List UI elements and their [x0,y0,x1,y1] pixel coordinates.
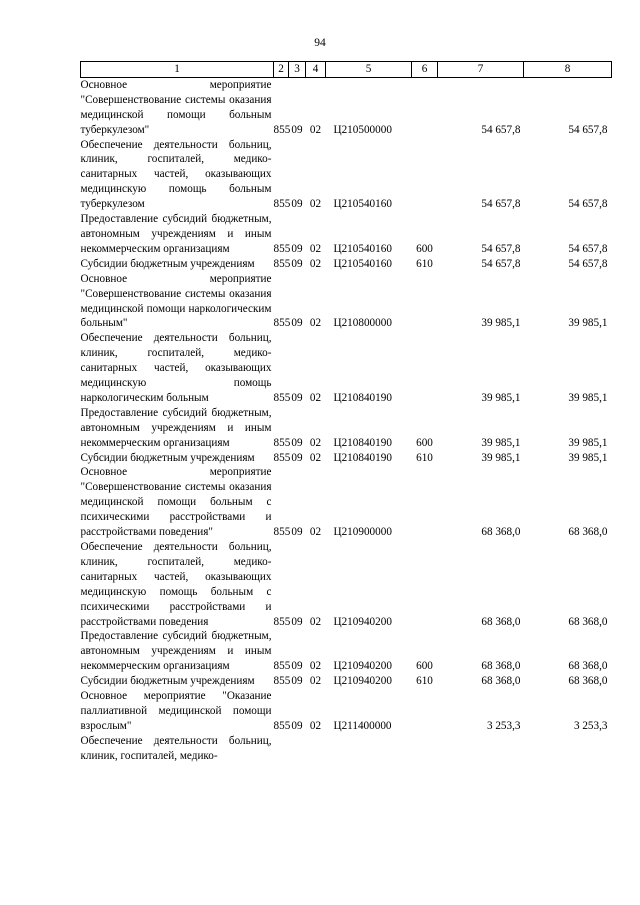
row-amount-col8: 39 985,1 [568,436,608,449]
row-admin-code: 855 [273,123,291,136]
row-amount-col8: 3 253,3 [573,719,608,732]
row-amount-col8: 54 657,8 [568,123,608,136]
row-section: 09 [291,317,303,330]
row-amount-col7: 54 657,8 [481,123,521,136]
row-amount-col7: 54 657,8 [481,198,521,211]
table-header-row [81,62,612,78]
header-col-3: 3 [289,62,306,78]
row-section: 09 [291,123,303,136]
row-section: 09 [291,198,303,211]
table-row [81,406,612,451]
row-expense-type [412,272,438,332]
table-row [81,540,612,629]
budget-table [80,61,612,764]
row-section: 09 [291,257,303,270]
row-expense-type [412,689,438,734]
row-subsection: 02 [309,257,322,270]
row-name: Основное мероприятие "Совершенствование системы оказания медицинской помощи больным туберкулезом" [80,78,272,136]
row-name: Обеспечение деятельности больниц, клиник, госпиталей, медико-санитарных частей, оказывающих медицинскую помощь больным туберкулезом [80,138,272,211]
row-subsection: 02 [309,123,322,136]
row-amount-col8: 54 657,8 [568,198,608,211]
row-amount-col7: 39 985,1 [481,436,521,449]
row-name: Предоставление субсидий бюджетным, автономным учреждениям и иным некоммерческим организациям [80,213,272,255]
row-amount-col8: 39 985,1 [568,451,608,464]
row-subsection: 02 [309,526,322,539]
row-expense-type: 600 [416,242,433,255]
row-target-article: Ц210840190 [333,391,392,404]
row-expense-type [412,465,438,540]
row-subsection: 02 [309,451,322,464]
row-amount-col8: 68 368,0 [568,675,608,688]
row-admin-code: 855 [273,242,291,255]
row-amount-col8: 54 657,8 [568,242,608,255]
row-name: Основное мероприятие "Совершенствование системы оказания медицинской помощи больным с психическими расстройствами и расстройствами поведения" [80,466,272,539]
row-target-article: Ц210540160 [333,242,392,255]
row-amount-col8: 54 657,8 [568,257,608,270]
row-name: Обеспечение деятельности больниц, клиник, госпиталей, медико- [80,734,272,762]
row-amount-col8: 39 985,1 [568,317,608,330]
row-subsection: 02 [309,317,322,330]
row-amount-col8: 68 368,0 [568,660,608,673]
row-target-article: Ц210540160 [333,198,392,211]
table-row [81,465,612,540]
table-row [81,629,612,674]
row-target-article: Ц210540160 [333,257,392,270]
row-name: Основное мероприятие "Совершенствование системы оказания медицинской помощи наркологическим больным" [80,272,272,330]
row-admin-code: 855 [273,675,291,688]
row-amount-col7: 39 985,1 [481,317,521,330]
row-name: Субсидии бюджетным учреждениям [80,675,255,688]
row-name: Предоставление субсидий бюджетным, автономным учреждениям и иным некоммерческим организациям [80,406,272,449]
row-section: 09 [291,242,303,255]
header-col-8: 8 [524,62,612,78]
row-subsection: 02 [309,675,322,688]
row-admin-code: 855 [273,391,291,404]
row-name: Обеспечение деятельности больниц, клиник, госпиталей, медико-санитарных частей, оказывающих медицинскую помощь наркологическим больным [80,332,272,404]
row-subsection [306,734,326,764]
header-col-5: 5 [326,62,412,78]
row-amount-col7 [438,734,524,764]
row-target-article: Ц211400000 [333,719,392,732]
row-admin-code: 855 [273,257,291,270]
row-expense-type: 610 [416,257,433,270]
page-number: 94 [314,37,326,49]
row-name: Предоставление субсидий бюджетным, автономным учреждениям и иным некоммерческим организациям [80,630,272,673]
row-expense-type [412,138,438,213]
row-admin-code: 855 [273,317,291,330]
row-target-article [326,734,412,764]
row-target-article: Ц210940200 [333,675,392,688]
row-admin-code: 855 [273,660,291,673]
row-subsection: 02 [309,436,322,449]
table-row [81,689,612,734]
row-admin-code: 855 [273,451,291,464]
row-amount-col7: 3 253,3 [486,719,521,732]
row-expense-type [412,734,438,764]
row-subsection: 02 [309,660,322,673]
row-target-article: Ц210800000 [333,317,392,330]
row-admin-code: 855 [273,436,291,449]
row-section: 09 [291,719,303,732]
row-name: Обеспечение деятельности больниц, клиник, госпиталей, медико-санитарных частей, оказывающих медицинскую помощь больным с психическими расстройствами и расстройствами поведения [80,541,272,628]
row-amount-col7: 68 368,0 [481,660,521,673]
row-target-article: Ц210840190 [333,436,392,449]
row-amount-col8: 68 368,0 [568,615,608,628]
row-amount-col7: 39 985,1 [481,391,521,404]
row-admin-code: 855 [273,198,291,211]
table-row [81,272,612,332]
table-row [81,257,612,272]
row-amount-col7: 54 657,8 [481,257,521,270]
row-expense-type: 600 [416,660,433,673]
row-amount-col7: 68 368,0 [481,615,521,628]
row-target-article: Ц210840190 [333,451,392,464]
table-body [81,77,612,763]
table-row [81,331,612,406]
row-amount-col7: 39 985,1 [481,451,521,464]
header-col-6: 6 [412,62,438,78]
table-row [81,734,612,764]
row-amount-col7: 68 368,0 [481,675,521,688]
row-amount-col7: 68 368,0 [481,526,521,539]
row-section: 09 [291,615,303,628]
row-section: 09 [291,675,303,688]
row-admin-code: 855 [273,526,291,539]
header-col-7: 7 [438,62,524,78]
row-section: 09 [291,451,303,464]
row-expense-type: 610 [416,675,433,688]
table-row [81,674,612,689]
row-amount-col8: 39 985,1 [568,391,608,404]
table-row [81,212,612,257]
row-subsection: 02 [309,391,322,404]
row-admin-code: 855 [273,615,291,628]
row-name: Субсидии бюджетным учреждениям [80,451,255,464]
row-name: Субсидии бюджетным учреждениям [80,257,255,270]
table-row [81,138,612,213]
row-section [289,734,306,764]
row-expense-type [412,540,438,629]
row-subsection: 02 [309,198,322,211]
header-col-2: 2 [274,62,289,78]
row-name: Основное мероприятие "Оказание паллиативной медицинской помощи взрослым" [80,690,272,732]
header-col-1: 1 [81,62,274,78]
row-target-article: Ц210940200 [333,615,392,628]
row-expense-type [412,77,438,137]
row-subsection: 02 [309,615,322,628]
row-target-article: Ц210940200 [333,660,392,673]
row-expense-type [412,331,438,406]
row-amount-col8 [524,734,612,764]
row-expense-type: 610 [416,451,433,464]
row-section: 09 [291,526,303,539]
row-admin-code [274,734,289,764]
row-section: 09 [291,391,303,404]
table-row [81,451,612,466]
row-amount-col7: 54 657,8 [481,242,521,255]
row-subsection: 02 [309,242,322,255]
row-target-article: Ц210900000 [333,526,392,539]
row-admin-code: 855 [273,719,291,732]
row-section: 09 [291,660,303,673]
row-expense-type: 600 [416,436,433,449]
row-section: 09 [291,436,303,449]
row-subsection: 02 [309,719,322,732]
table-row [81,77,612,137]
header-col-4: 4 [306,62,326,78]
row-target-article: Ц210500000 [333,123,392,136]
row-amount-col8: 68 368,0 [568,526,608,539]
